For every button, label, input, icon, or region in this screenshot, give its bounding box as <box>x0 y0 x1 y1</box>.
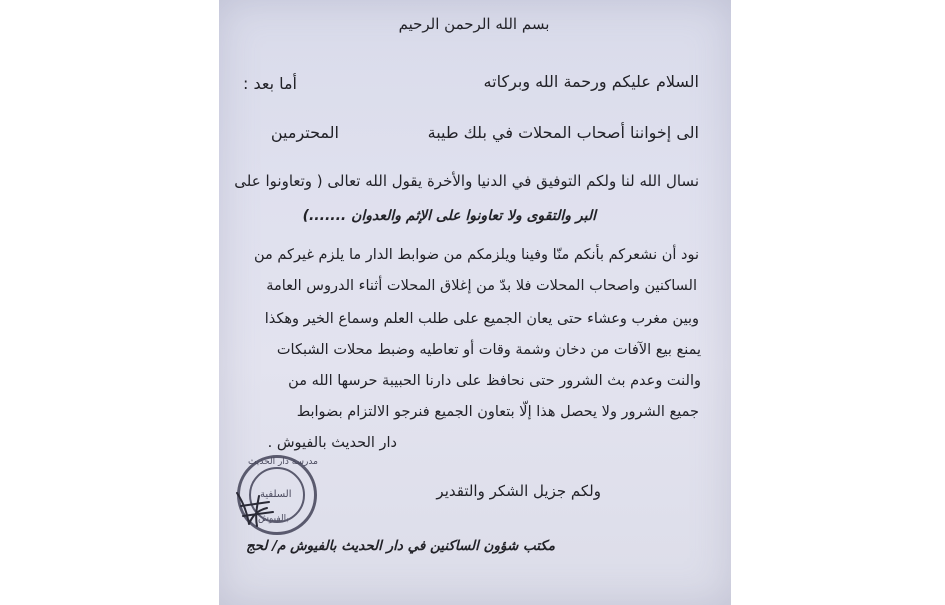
respected-label: المحترمين <box>270 123 339 142</box>
body-line-6: يمنع بيع الآفات من دخان وشمة وقات أو تعاطيه وضبط محلات الشبكات <box>276 342 701 358</box>
addressee: الى إخواننا أصحاب المحلات في بلك طيبة <box>427 123 699 142</box>
body-line-2: البر والتقوى ولا تعاونوا على الإثم والعدوان .......) <box>302 208 596 224</box>
stamp-outer-text: مدرسة دار الحديث <box>248 457 318 467</box>
amma-baad: أما بعد : <box>242 74 297 93</box>
body-line-9: دار الحديث بالفيوش . <box>267 435 397 451</box>
body-line-4: الساكنين واصحاب المحلات فلا بدّ من إغلاق المحلات أثناء الدروس العامة <box>266 278 697 294</box>
body-line-8: جميع الشرور ولا يحصل هذا إلّا بتعاون الجميع فنرجو الالتزام بضوابط <box>296 404 699 420</box>
body-line-3: نود أن نشعركم بأنكم منّا وفينا ويلزمكم من ضوابط الدار ما يلزم غيركم من <box>253 247 699 263</box>
body-line-1: نسال الله لنا ولكم التوفيق في الدنيا والأخرة يقول الله تعالى ( وتعاونوا على <box>234 172 699 190</box>
basmala-heading: بسم الله الرحمن الرحيم <box>398 15 550 33</box>
letter-paper <box>219 0 731 605</box>
body-line-7: والنت وعدم بث الشرور حتى نحافظ على دارنا الحبيبة حرسها الله من <box>288 373 701 389</box>
closing: ولكم جزيل الشكر والتقدير <box>436 482 601 500</box>
stamp-center-text: السلفية <box>260 489 292 500</box>
body-line-5: وبين مغرب وعشاء حتى يعان الجميع على طلب العلم وسماع الخير وهكذا <box>264 311 699 327</box>
stamp-bottom-text: بالفيوش <box>258 514 289 524</box>
signature-office: مكتب شؤون الساكنين في دار الحديث بالفيوش م/ لحج <box>245 538 555 554</box>
signature-scribble-icon <box>229 488 279 528</box>
greeting: السلام عليكم ورحمة الله وبركاته <box>483 72 699 91</box>
